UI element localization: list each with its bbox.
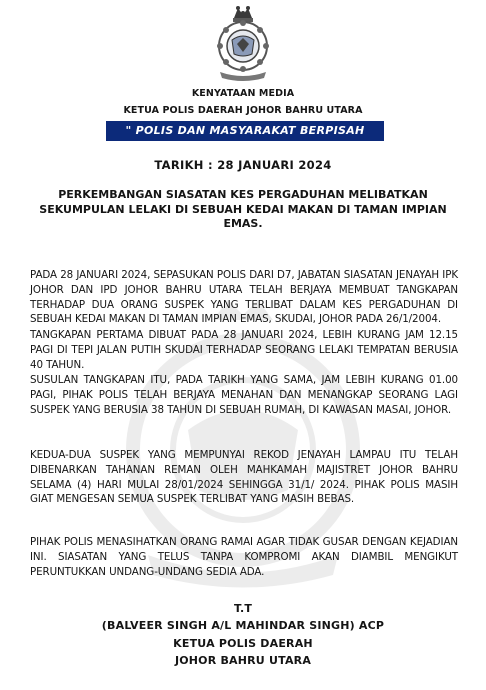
paragraph-arrest-summary: PADA 28 JANUARI 2024, SEPASUKAN POLIS DARI D7, JABATAN SIASATAN JENAYAH IPK JOHOR DAN IPD JOHOR BAHRU UTARA TELAH BERJAYA MEMBUAT TANGKAPAN TERHADAP DUA ORANG SUSPEK YANG TERLIBAT DALAM KES PERGADUHAN DI SEBUAH KEDAI MAKAN DI TAMAN IMPIAN EMAS, SKUDAI, JOHOR PADA 26/1/2004. <box>30 269 458 326</box>
police-crest-logo <box>212 2 274 84</box>
release-headline: PERKEMBANGAN SIASATAN KES PERGADUHAN MELIBATKAN SEKUMPULAN LELAKI DI SEBUAH KEDAI MAKAN DI TAMAN IMPIAN EMAS. <box>39 188 447 230</box>
paragraph-remand: KEDUA-DUA SUSPEK YANG MEMPUNYAI REKOD JENAYAH LAMPAU ITU TELAH DIBENARKAN TAHANAN REMAN OLEH MAHKAMAH MAJISTRET JOHOR BAHRU SELAMA (4) HARI MULAI 28/01/2024 SEHINGGA 31/1/ 2024. PIHAK POLIS MASIH GIAT MENGESAN SEMUA SUSPEK TERLIBAT YANG MASIH BEBAS. <box>30 449 458 506</box>
issuer-heading: KETUA POLIS DAERAH JOHOR BAHRU UTARA <box>123 105 363 116</box>
motto-banner: " POLIS DAN MASYARAKAT BERPISAH TIADA " <box>106 121 384 141</box>
paragraph-first-arrest: TANGKAPAN PERTAMA DIBUAT PADA 28 JANUARI 2024, LEBIH KURANG JAM 12.15 PAGI DI TEPI JALAN PUTIH SKUDAI TERHADAP SEORANG LELAKI TEMPATAN BERUSIA 40 TAHUN. <box>30 329 458 371</box>
release-type-heading: KENYATAAN MEDIA <box>191 88 295 99</box>
paragraph-second-arrest: SUSULAN TANGKAPAN ITU, PADA TARIKH YANG SAMA, JAM LEBIH KURANG 01.00 PAGI, PIHAK POLIS TELAH BERJAYA MENAHAN DAN MENANGKAP SEORANG LAGI SUSPEK YANG BERUSIA 38 TAHUN DI SEBUAH RUMAH, DI KAWASAN MASAI, JOHOR. <box>30 374 458 416</box>
release-date: TARIKH : 28 JANUARI 2024 <box>154 158 332 172</box>
paragraph-advice: PIHAK POLIS MENASIHATKAN ORANG RAMAI AGAR TIDAK GUSAR DENGAN KEJADIAN INI. SIASATAN YANG TELUS TANPA KOMPROMI AKAN DIAMBIL MENGIKUT PERUNTUKKAN UNDANG-UNDANG SEDIA ADA. <box>30 536 458 578</box>
signatory-name: (BALVEER SINGH A/L MAHINDAR SINGH) ACP <box>101 619 385 632</box>
signature-mark: T.T <box>233 602 253 615</box>
signatory-district: JOHOR BAHRU UTARA <box>174 654 312 667</box>
signatory-title: KETUA POLIS DAERAH <box>173 637 313 650</box>
